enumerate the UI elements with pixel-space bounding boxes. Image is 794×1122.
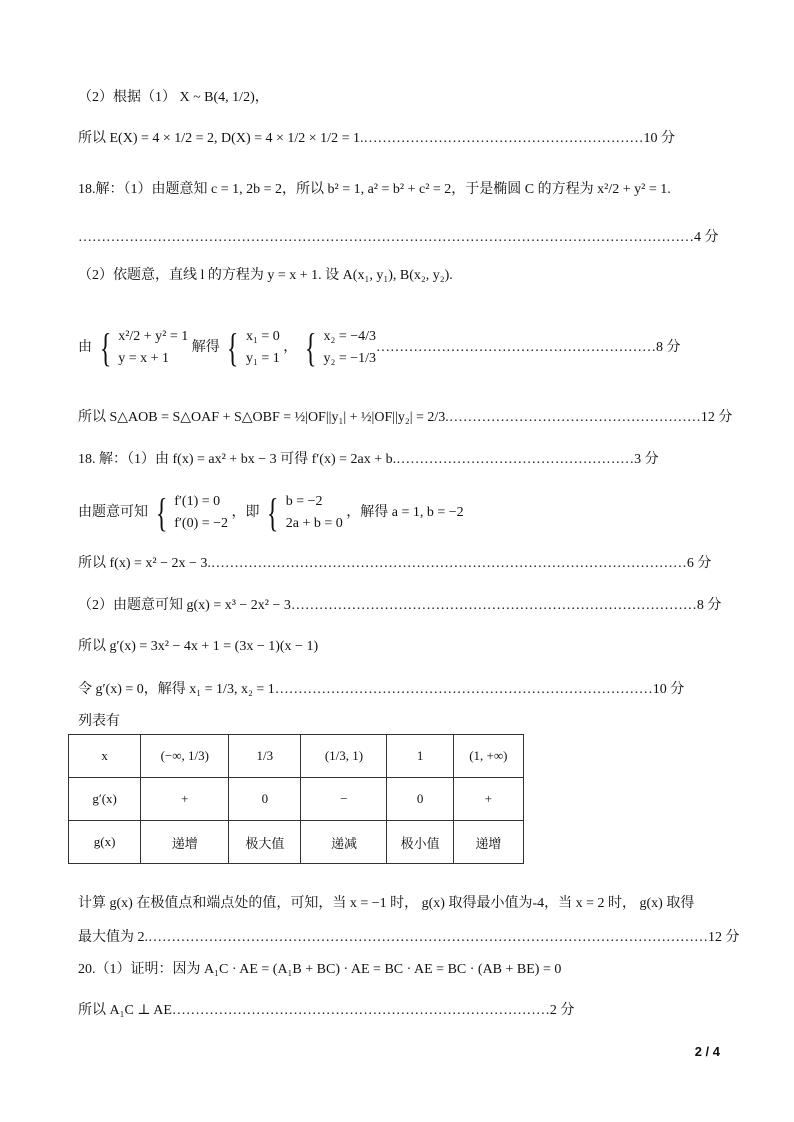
score: 4 分 [694,230,719,245]
brace: { [304,324,317,370]
score: 3 分 [634,452,659,467]
score: 10 分 [643,131,675,146]
table-cell: g(x) [69,821,141,864]
dot-leader: …………………………………………… [396,452,635,467]
line-6-prefix: 由 [78,340,92,355]
dot-leader: ………………………………………………………………………………………………………… [148,930,708,945]
score: 12 分 [708,930,740,945]
line-8 [78,450,659,470]
system-3 [286,491,343,535]
system-2 [174,491,228,535]
table-cell: 极小值 [387,821,453,864]
score: 6 分 [686,556,712,571]
line-10-text: 所以 f(x) = x² − 2x − 3. [78,556,211,571]
table-cell: 1 [387,735,453,778]
dot-leader: …………………………………………………………………………………………………………………… [78,230,694,245]
dot-leader: ……………………………………………………………………… [171,1003,550,1018]
line-9-prefix: 由题意可知 [78,505,148,520]
table-cell: (1/3, 1) [301,735,387,778]
solution-1-eq2: y₁ = 1 [245,350,280,366]
line-9-end: ，解得 a = 1, b = −2 [346,505,464,520]
line-8-text: 18. 解：（1）由 f(x) = ax² + bx − 3 可得 f′(x) = 2ax + b. [78,452,397,467]
table-cell: + [141,778,229,821]
page-number: 2 / 4 [694,1044,720,1059]
table-cell: + [453,778,523,821]
line-15: 计算 g(x) 在极值点和端点处的值，可知，当 x = −1 时， g(x) 取得最小值为-4，当 x = 2 时， g(x) 取得 [78,896,695,911]
line-12: 所以 g′(x) = 3x² − 4x + 1 = (3x − 1)(x − 1) [78,639,319,654]
line-3: 18.解：（1）由题意知 c = 1, 2b = 2，所以 b² = 1, a² = b² + c² = 2，于是椭圆 C 的方程为 x²/2 + y² = 1. [78,182,671,197]
dot-leader: ……………………………………………………………………… [274,682,653,697]
dot-leader: ………………………………………………………………………………………… [210,556,687,571]
dot-leader: ……………………………………………… [448,410,701,425]
system-3-eq1: b = −2 [285,493,323,509]
variation-table [68,734,524,864]
line-18 [78,1001,574,1021]
system-1-eq1: x²/2 + y² = 1 [118,328,189,344]
table-cell: x [69,735,141,778]
line-4 [78,228,719,248]
solution-1 [246,326,280,370]
table-cell: 递增 [453,821,523,864]
score: 12 分 [700,410,733,425]
line-7-text: 所以 S△AOB = S△OAF + S△OBF = ½|OF||y₁| + ½|OF||y₂| = 2/3. [78,410,449,425]
line-9 [78,488,464,538]
table-cell: 递增 [141,821,229,864]
table-cell: g′(x) [69,778,141,821]
line-16 [78,928,740,948]
dot-leader: …………………………………………………………………………… [290,598,697,613]
brace: { [227,324,239,370]
line-17: 20.（1）证明：因为 A₁C · AE = (A₁B + BC) · AE = BC · AE = BC · (AB + BE) = 0 [78,962,562,977]
line-2 [78,129,675,149]
line-6-mid: 解得 [191,340,220,355]
line-6: 由 { x²/2 + y² = 1 y = x + 1 解得 { x₁ = 0 y₁ = 1 ， { x₂ = −4/3 y₂ = −1/3 ……………………………………………………8 分 [78,324,681,370]
line-10 [78,554,711,574]
solution-2-eq2: y₂ = −1/3 [323,350,377,366]
table-cell: 1/3 [229,735,301,778]
system-2-eq2: f′(0) = −2 [174,515,229,531]
line-1: （2）根据（1） X ~ B(4, 1/2)， [78,90,269,105]
system-2-eq1: f′(1) = 0 [174,493,221,509]
system-1-eq2: y = x + 1 [118,350,169,366]
line-13-text: 令 g′(x) = 0，解得 x₁ = 1/3, x₂ = 1 [78,682,275,697]
table-cell: 0 [387,778,453,821]
table-cell: 递减 [301,821,387,864]
table-cell: (1, +∞) [453,735,523,778]
line-9-mid: ，即 [231,505,260,520]
table-cell: 极大值 [229,821,301,864]
score: 2 分 [549,1003,575,1018]
dot-leader: …………………………………………………… [376,340,657,355]
score: 8 分 [696,598,722,613]
system-3-eq2: 2a + b = 0 [285,515,343,531]
dot-leader: …………………………………………………… [363,131,644,146]
table-cell: (−∞, 1/3) [141,735,229,778]
line-11 [78,596,721,616]
table-row [69,735,524,778]
table-cell: 0 [229,778,301,821]
system-1 [118,326,188,370]
line-7 [78,408,732,428]
line-13 [78,680,684,700]
line-16-text: 最大值为 2. [78,930,148,945]
solution-2 [323,326,376,370]
line-18-text: 所以 A₁C ⊥ AE [78,1003,172,1018]
line-14: 列表有 [78,714,120,729]
line-5: （2）依题意，直线 l 的方程为 y = x + 1. 设 A(x₁, y₁), B(x₂, y₂). [78,268,453,283]
line-2-text: 所以 E(X) = 4 × 1/2 = 2, D(X) = 4 × 1/2 × 1/2 = 1. [78,131,364,146]
solution-1-eq1: x₁ = 0 [245,328,280,344]
solution-2-eq1: x₂ = −4/3 [323,328,377,344]
score: 10 分 [652,682,685,697]
table-row [69,778,524,821]
brace: { [266,489,279,535]
table-cell: − [301,778,387,821]
brace: { [99,324,111,370]
brace: { [155,489,167,535]
table-row [69,821,524,864]
line-11-text: （2）由题意可知 g(x) = x³ − 2x² − 3 [78,598,291,613]
score: 8 分 [656,340,681,355]
